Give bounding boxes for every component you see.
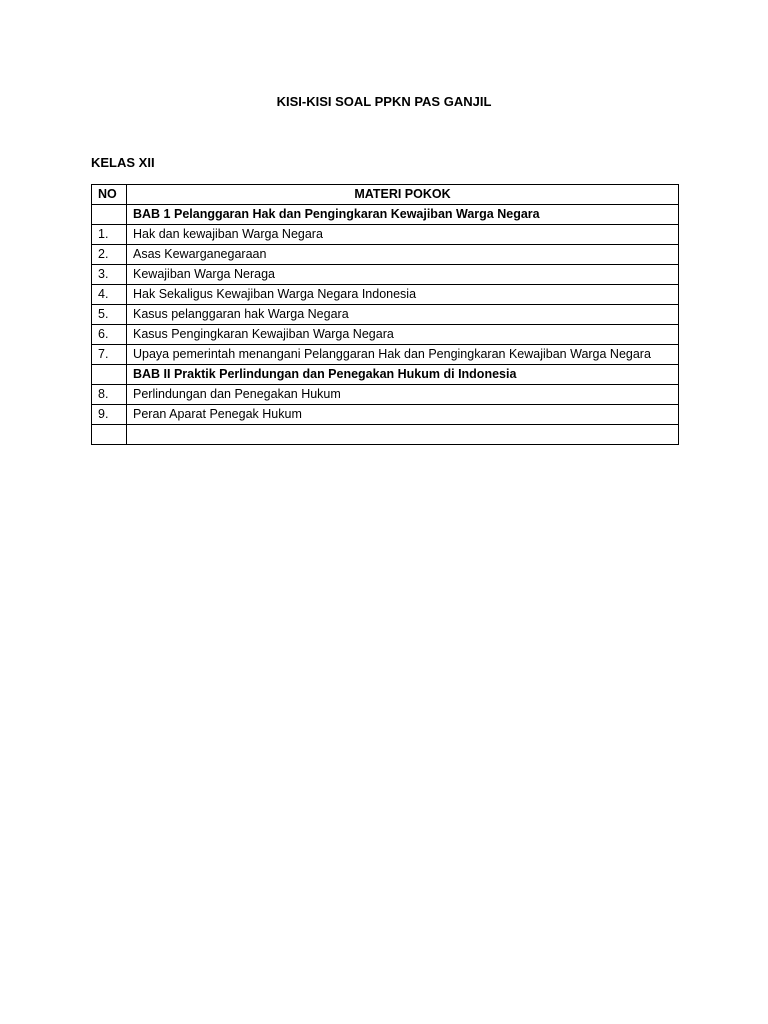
row-materi: Asas Kewarganegaraan (127, 245, 679, 265)
row-no: 1. (92, 225, 127, 245)
empty-row (92, 425, 679, 445)
table-row (92, 265, 679, 285)
table-header-row (92, 185, 679, 205)
row-no: 3. (92, 265, 127, 285)
row-materi: BAB II Praktik Perlindungan dan Penegakan Hukum di Indonesia (127, 365, 679, 385)
row-no: 9. (92, 405, 127, 425)
row-no: 8. (92, 385, 127, 405)
chapter-row (92, 365, 679, 385)
table-row (92, 405, 679, 425)
row-no: 6. (92, 325, 127, 345)
table-row (92, 385, 679, 405)
header-materi: MATERI POKOK (127, 185, 679, 205)
row-materi (127, 425, 679, 445)
row-no: 7. (92, 345, 127, 365)
row-no: 2. (92, 245, 127, 265)
row-materi: Hak Sekaligus Kewajiban Warga Negara Indonesia (127, 285, 679, 305)
row-no (92, 425, 127, 445)
row-materi: Kasus Pengingkaran Kewajiban Warga Negara (127, 325, 679, 345)
row-no: 4. (92, 285, 127, 305)
table-row (92, 225, 679, 245)
row-no (92, 365, 127, 385)
row-materi: BAB 1 Pelanggaran Hak dan Pengingkaran Kewajiban Warga Negara (127, 205, 679, 225)
chapter-row (92, 205, 679, 225)
class-label: KELAS XII (91, 155, 155, 170)
row-materi: Hak dan kewajiban Warga Negara (127, 225, 679, 245)
table-row (92, 285, 679, 305)
row-materi: Perlindungan dan Penegakan Hukum (127, 385, 679, 405)
table-row (92, 305, 679, 325)
row-materi: Peran Aparat Penegak Hukum (127, 405, 679, 425)
table-row (92, 245, 679, 265)
row-materi: Upaya pemerintah menangani Pelanggaran Hak dan Pengingkaran Kewajiban Warga Negara (127, 345, 679, 365)
table-row (92, 325, 679, 345)
materi-table (91, 184, 679, 445)
row-materi: Kewajiban Warga Neraga (127, 265, 679, 285)
row-no: 5. (92, 305, 127, 325)
page-title: KISI-KISI SOAL PPKN PAS GANJIL (276, 94, 492, 109)
header-no: NO (92, 185, 127, 205)
table-row (92, 345, 679, 365)
row-materi: Kasus pelanggaran hak Warga Negara (127, 305, 679, 325)
row-no (92, 205, 127, 225)
